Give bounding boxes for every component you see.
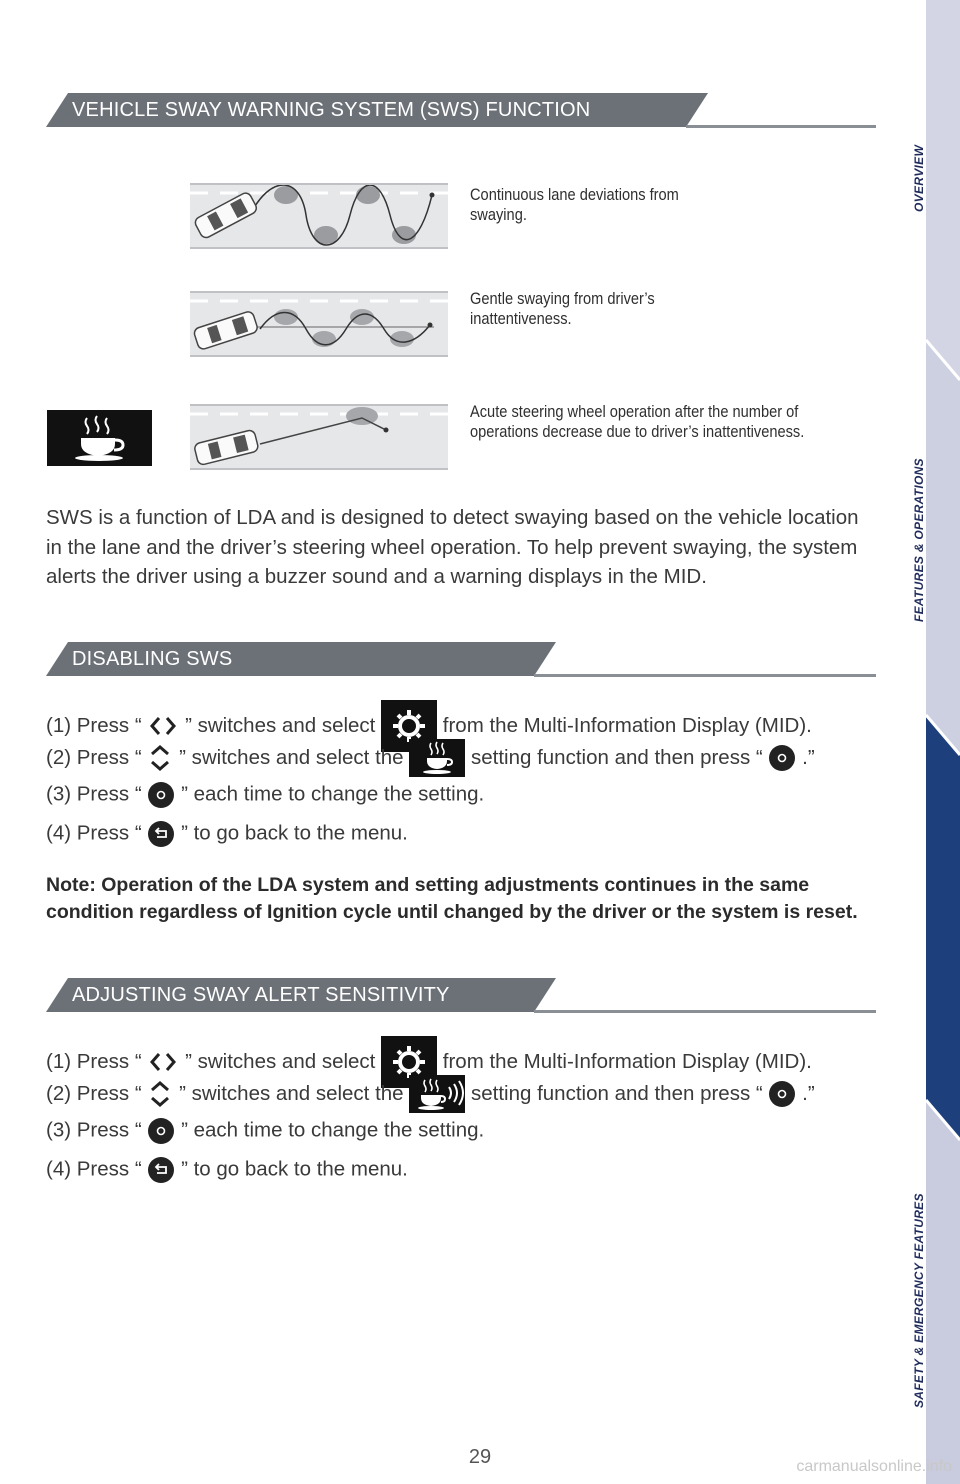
section-banner-disabling (46, 642, 876, 676)
coffee-cup-icon (409, 739, 465, 777)
lane-diagram-continuous (190, 183, 448, 249)
tab-safety-emergency[interactable]: SAFETY & EMERGENCY FEATURES (912, 1193, 926, 1408)
tab-toyota-safety-sense[interactable]: TOYOTA SAFETY SENSE (912, 836, 926, 985)
adjusting-step-3: (3) Press “ ” each time to change the setting. (46, 1114, 484, 1146)
disabling-step-4: (4) Press “ ” to go back to the menu. (46, 817, 408, 849)
diagram-caption-2: Gentle swaying from driver’s inattentiveness. (470, 289, 655, 328)
disabling-step-1: (1) Press “ ” switches and select from the Multi-Information Display (MID). (46, 700, 812, 732)
section-banner-adjusting (46, 978, 876, 1012)
tab-features-operations[interactable]: FEATURES & OPERATIONS (912, 458, 926, 622)
ok-button-icon (768, 1080, 796, 1108)
sway-sensitivity-icon (409, 1075, 465, 1113)
tab-overview[interactable]: OVERVIEW (912, 144, 926, 212)
disabling-step-3: (3) Press “ ” each time to change the setting. (46, 778, 484, 810)
up-down-arrows-icon (147, 1079, 173, 1109)
note-text: Note: Operation of the LDA system and setting adjustments continues in the same condition regardless of Ignition cycle until changed by the driver or the system is reset. (46, 874, 858, 923)
page-number: 29 (468, 1446, 492, 1468)
adjusting-step-1: (1) Press “ ” switches and select from the Multi-Information Display (MID). (46, 1036, 812, 1068)
sws-description: SWS is a function of LDA and is designed to detect swaying based on the vehicle location in the lane and the driver’s steering wheel operation. To help prevent swaying, the system alerts the driver using a buzzer sound and a warning displays in the MID. (46, 506, 859, 588)
watermark: carmanualsonline.info (796, 1458, 952, 1475)
adjusting-step-4: (4) Press “ ” to go back to the menu. (46, 1153, 408, 1185)
ok-button-icon (147, 781, 175, 809)
lane-diagram-gentle (190, 291, 448, 357)
section-banner-sws-function (46, 93, 876, 127)
back-button-icon (147, 1156, 175, 1184)
section-title: ADJUSTING SWAY ALERT SENSITIVITY (72, 984, 450, 1006)
back-button-icon (147, 820, 175, 848)
lane-diagram-acute (190, 404, 448, 470)
section-title: DISABLING SWS (72, 648, 233, 670)
disabling-step-2: (2) Press “ ” switches and select the setting function and then press “ .” (46, 739, 815, 771)
coffee-cup-icon (47, 410, 152, 466)
diagram-caption-3: Acute steering wheel operation after the number of operations decrease due to driver’s inattentiveness. (470, 402, 805, 441)
diagram-caption-1: Continuous lane deviations from swaying. (470, 185, 679, 224)
left-right-arrows-icon (147, 712, 179, 740)
up-down-arrows-icon (147, 743, 173, 773)
adjusting-step-2: (2) Press “ ” switches and select the setting function and then press “ .” (46, 1075, 815, 1107)
section-title: VEHICLE SWAY WARNING SYSTEM (SWS) FUNCTION (72, 99, 591, 121)
left-right-arrows-icon (147, 1048, 179, 1076)
ok-button-icon (147, 1117, 175, 1145)
ok-button-icon (768, 744, 796, 772)
